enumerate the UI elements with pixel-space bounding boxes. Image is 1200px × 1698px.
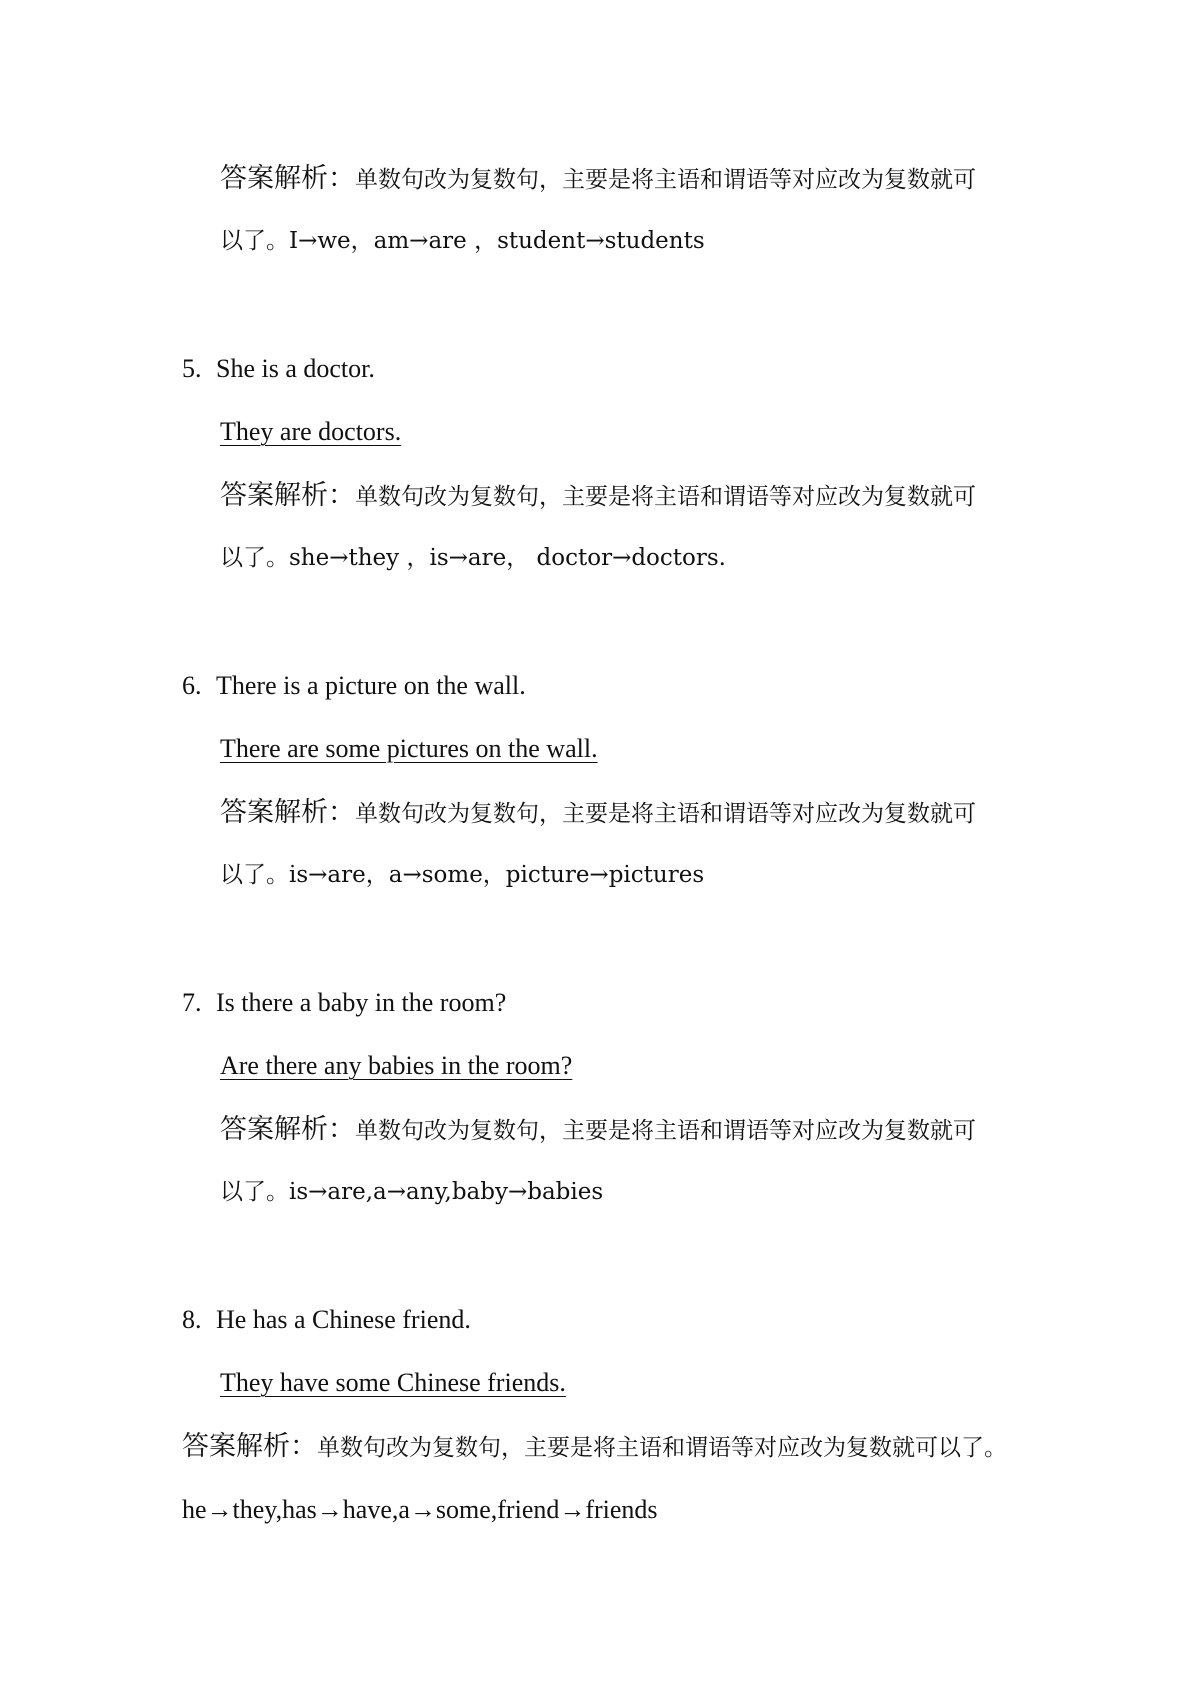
question-sentence: He has a Chinese friend. <box>216 1305 471 1334</box>
question-6 <box>182 673 526 699</box>
question-7 <box>182 990 506 1016</box>
analysis-label: 答案解析： <box>220 480 355 511</box>
answer-6: There are some pictures on the wall. <box>220 734 598 763</box>
answer-7: Are there any babies in the room? <box>220 1051 573 1080</box>
analysis-label: 答案解析： <box>220 1114 355 1145</box>
analysis-label: 答案解析： <box>220 163 355 194</box>
analysis-line-6 <box>220 799 976 826</box>
question-5 <box>182 356 375 382</box>
analysis-continuation-4: 以了。I→we，am→are ，student→students <box>220 228 705 254</box>
analysis-text: 单数句改为复数句，主要是将主语和谓语等对应改为复数就可 <box>355 167 976 193</box>
analysis-continuation-5: 以了。she→they ，is→are， doctor→doctors. <box>220 545 726 571</box>
question-number: 7. <box>182 988 202 1017</box>
answer-5: They are doctors. <box>220 417 402 446</box>
question-sentence: Is there a baby in the room? <box>216 988 507 1017</box>
question-number: 5. <box>182 354 202 383</box>
question-sentence: She is a doctor. <box>216 354 375 383</box>
question-8 <box>182 1307 471 1333</box>
analysis-continuation-6: 以了。is→are，a→some，picture→pictures <box>220 862 705 888</box>
analysis-line-4 <box>220 165 976 192</box>
analysis-label: 答案解析： <box>182 1431 317 1462</box>
analysis-text: 单数句改为复数句，主要是将主语和谓语等对应改为复数就可 <box>355 484 976 510</box>
analysis-line-5 <box>220 482 976 509</box>
analysis-continuation-8: he→they,has→have,a→some,friend→friends <box>182 1495 658 1524</box>
analysis-line-7 <box>220 1116 976 1143</box>
analysis-continuation-7: 以了。is→are,a→any,baby→babies <box>220 1179 604 1205</box>
question-sentence: There is a picture on the wall. <box>216 671 526 700</box>
analysis-line-8 <box>182 1433 1007 1460</box>
analysis-text: 单数句改为复数句，主要是将主语和谓语等对应改为复数就可 <box>355 801 976 827</box>
analysis-label: 答案解析： <box>220 797 355 828</box>
question-number: 8. <box>182 1305 202 1334</box>
analysis-text: 单数句改为复数句，主要是将主语和谓语等对应改为复数就可 <box>355 1118 976 1144</box>
question-number: 6. <box>182 671 202 700</box>
analysis-text: 单数句改为复数句，主要是将主语和谓语等对应改为复数就可以了。 <box>317 1435 1007 1461</box>
answer-8: They have some Chinese friends. <box>220 1368 566 1397</box>
